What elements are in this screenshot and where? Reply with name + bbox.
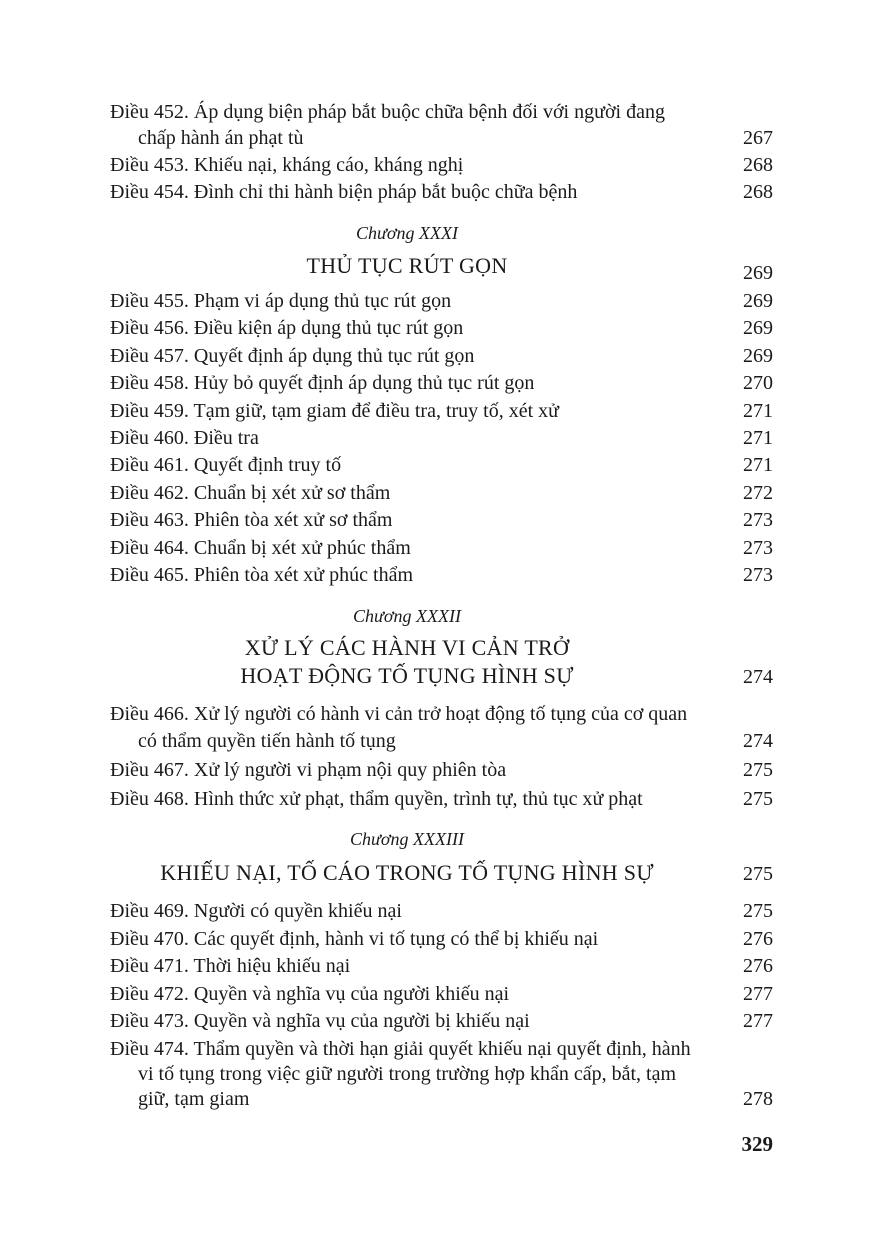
page-ref: 271: [743, 400, 773, 422]
toc-entry-459: [110, 398, 710, 425]
entry-title: Điều 474. Thẩm quyền và thời hạn giải quyết khiếu nại quyết định, hành: [110, 1038, 691, 1060]
chapter-page-ref: 274: [743, 666, 773, 688]
toc-entry-461: [110, 452, 710, 479]
toc-entry-452: [110, 99, 710, 126]
page-ref: 268: [743, 154, 773, 176]
toc-entry-453: [110, 152, 710, 179]
page-ref: 269: [743, 345, 773, 367]
entry-title-cont: có thẩm quyền tiến hành tố tụng: [138, 730, 396, 752]
page-ref: 270: [743, 372, 773, 394]
entry-title: Điều 472. Quyền và nghĩa vụ của người khiếu nại: [110, 983, 510, 1005]
toc-entry-468: [110, 786, 710, 813]
entry-title: Điều 460. Điều tra: [110, 427, 259, 449]
entry-title: Điều 456. Điều kiện áp dụng thủ tục rút gọn: [110, 317, 464, 339]
page-ref: 269: [743, 290, 773, 312]
page-ref: 274: [743, 730, 773, 752]
toc-entry-456: [110, 315, 710, 342]
toc-entry-464: [110, 535, 710, 562]
toc-entry-465: [110, 562, 710, 589]
toc-entry-466: [110, 701, 710, 728]
page-ref: 268: [743, 181, 773, 203]
page-ref: 273: [743, 509, 773, 531]
chapter-page-ref: 269: [743, 262, 773, 284]
chapter-label: Chương XXXII: [353, 606, 461, 626]
page-ref: 271: [743, 427, 773, 449]
chapter-label: Chương XXXIII: [350, 829, 464, 849]
toc-entry-474: [110, 1036, 710, 1063]
toc-entry-452-cont: [110, 125, 738, 152]
entry-title: Điều 455. Phạm vi áp dụng thủ tục rút gọn: [110, 290, 452, 312]
entry-title: Điều 453. Khiếu nại, kháng cáo, kháng nghị: [110, 154, 464, 176]
toc-entry-462: [110, 480, 710, 507]
page-ref: 277: [743, 983, 773, 1005]
entry-title: Điều 473. Quyền và nghĩa vụ của người bị khiếu nại: [110, 1010, 530, 1032]
toc-entry-474-cont-2: [110, 1086, 738, 1113]
toc-entry-470: [110, 926, 710, 953]
entry-title: Điều 470. Các quyết định, hành vi tố tụng có thể bị khiếu nại: [110, 928, 599, 950]
toc-entry-473: [110, 1008, 710, 1035]
page-ref: 273: [743, 537, 773, 559]
entry-title: Điều 469. Người có quyền khiếu nại: [110, 900, 402, 922]
page-ref: 267: [743, 127, 773, 149]
page-ref: 276: [743, 955, 773, 977]
page-ref: 272: [743, 482, 773, 504]
toc-entry-458: [110, 370, 710, 397]
toc-entry-471: [110, 953, 710, 980]
entry-title: Điều 471. Thời hiệu khiếu nại: [110, 955, 351, 977]
entry-title: Điều 463. Phiên tòa xét xử sơ thẩm: [110, 509, 393, 531]
page-ref: 277: [743, 1010, 773, 1032]
page-ref: 276: [743, 928, 773, 950]
entry-title: Điều 464. Chuẩn bị xét xử phúc thẩm: [110, 537, 411, 559]
chapter-title-cont: HOẠT ĐỘNG TỐ TỤNG HÌNH SỰ: [240, 663, 574, 688]
page-ref: 275: [743, 900, 773, 922]
entry-title-cont: vi tố tụng trong việc giữ người trong trường hợp khẩn cấp, bắt, tạm: [138, 1063, 677, 1085]
page-ref: 271: [743, 454, 773, 476]
entry-title: Điều 465. Phiên tòa xét xử phúc thẩm: [110, 564, 414, 586]
entry-title: Điều 454. Đình chỉ thi hành biện pháp bắt buộc chữa bệnh: [110, 181, 578, 203]
chapter-label: Chương XXXI: [356, 223, 458, 243]
toc-entry-454: [110, 179, 710, 206]
entry-title: Điều 466. Xử lý người có hành vi cản trở hoạt động tố tụng của cơ quan: [110, 703, 688, 725]
toc-entry-460: [110, 425, 710, 452]
toc-entry-472: [110, 981, 710, 1008]
entry-title: Điều 468. Hình thức xử phạt, thẩm quyền, trình tự, thủ tục xử phạt: [110, 788, 643, 810]
chapter-title: XỬ LÝ CÁC HÀNH VI CẢN TRỞ: [244, 635, 570, 660]
entry-title: Điều 457. Quyết định áp dụng thủ tục rút gọn: [110, 345, 475, 367]
toc-entry-466-cont: [110, 728, 738, 755]
toc-entry-463: [110, 507, 710, 534]
entry-title: Điều 459. Tạm giữ, tạm giam để điều tra, truy tố, xét xử: [110, 400, 559, 422]
page-ref: 275: [743, 788, 773, 810]
entry-title: Điều 467. Xử lý người vi phạm nội quy phiên tòa: [110, 759, 507, 781]
page-ref: 273: [743, 564, 773, 586]
entry-title: Điều 461. Quyết định truy tố: [110, 454, 342, 476]
entry-title: Điều 458. Hủy bỏ quyết định áp dụng thủ tục rút gọn: [110, 372, 535, 394]
chapter-page-ref: 275: [743, 863, 773, 885]
chapter-title: KHIẾU NẠI, TỐ CÁO TRONG TỐ TỤNG HÌNH SỰ: [160, 860, 654, 885]
toc-entry-469: [110, 898, 710, 925]
chapter-title: THỦ TỤC RÚT GỌN: [306, 253, 508, 278]
entry-title-cont: chấp hành án phạt tù: [138, 127, 304, 149]
toc-entry-455: [110, 288, 710, 315]
page-ref: 275: [743, 759, 773, 781]
entry-title-cont: giữ, tạm giam: [138, 1088, 250, 1110]
toc-entry-467: [110, 757, 710, 784]
page-ref: 269: [743, 317, 773, 339]
page-ref: 278: [743, 1088, 773, 1110]
entry-title: Điều 452. Áp dụng biện pháp bắt buộc chữa bệnh đối với người đang: [110, 101, 665, 123]
toc-entry-457: [110, 343, 710, 370]
entry-title: Điều 462. Chuẩn bị xét xử sơ thẩm: [110, 482, 391, 504]
page-number: 329: [741, 1132, 773, 1156]
toc-entry-474-cont: [110, 1061, 738, 1088]
